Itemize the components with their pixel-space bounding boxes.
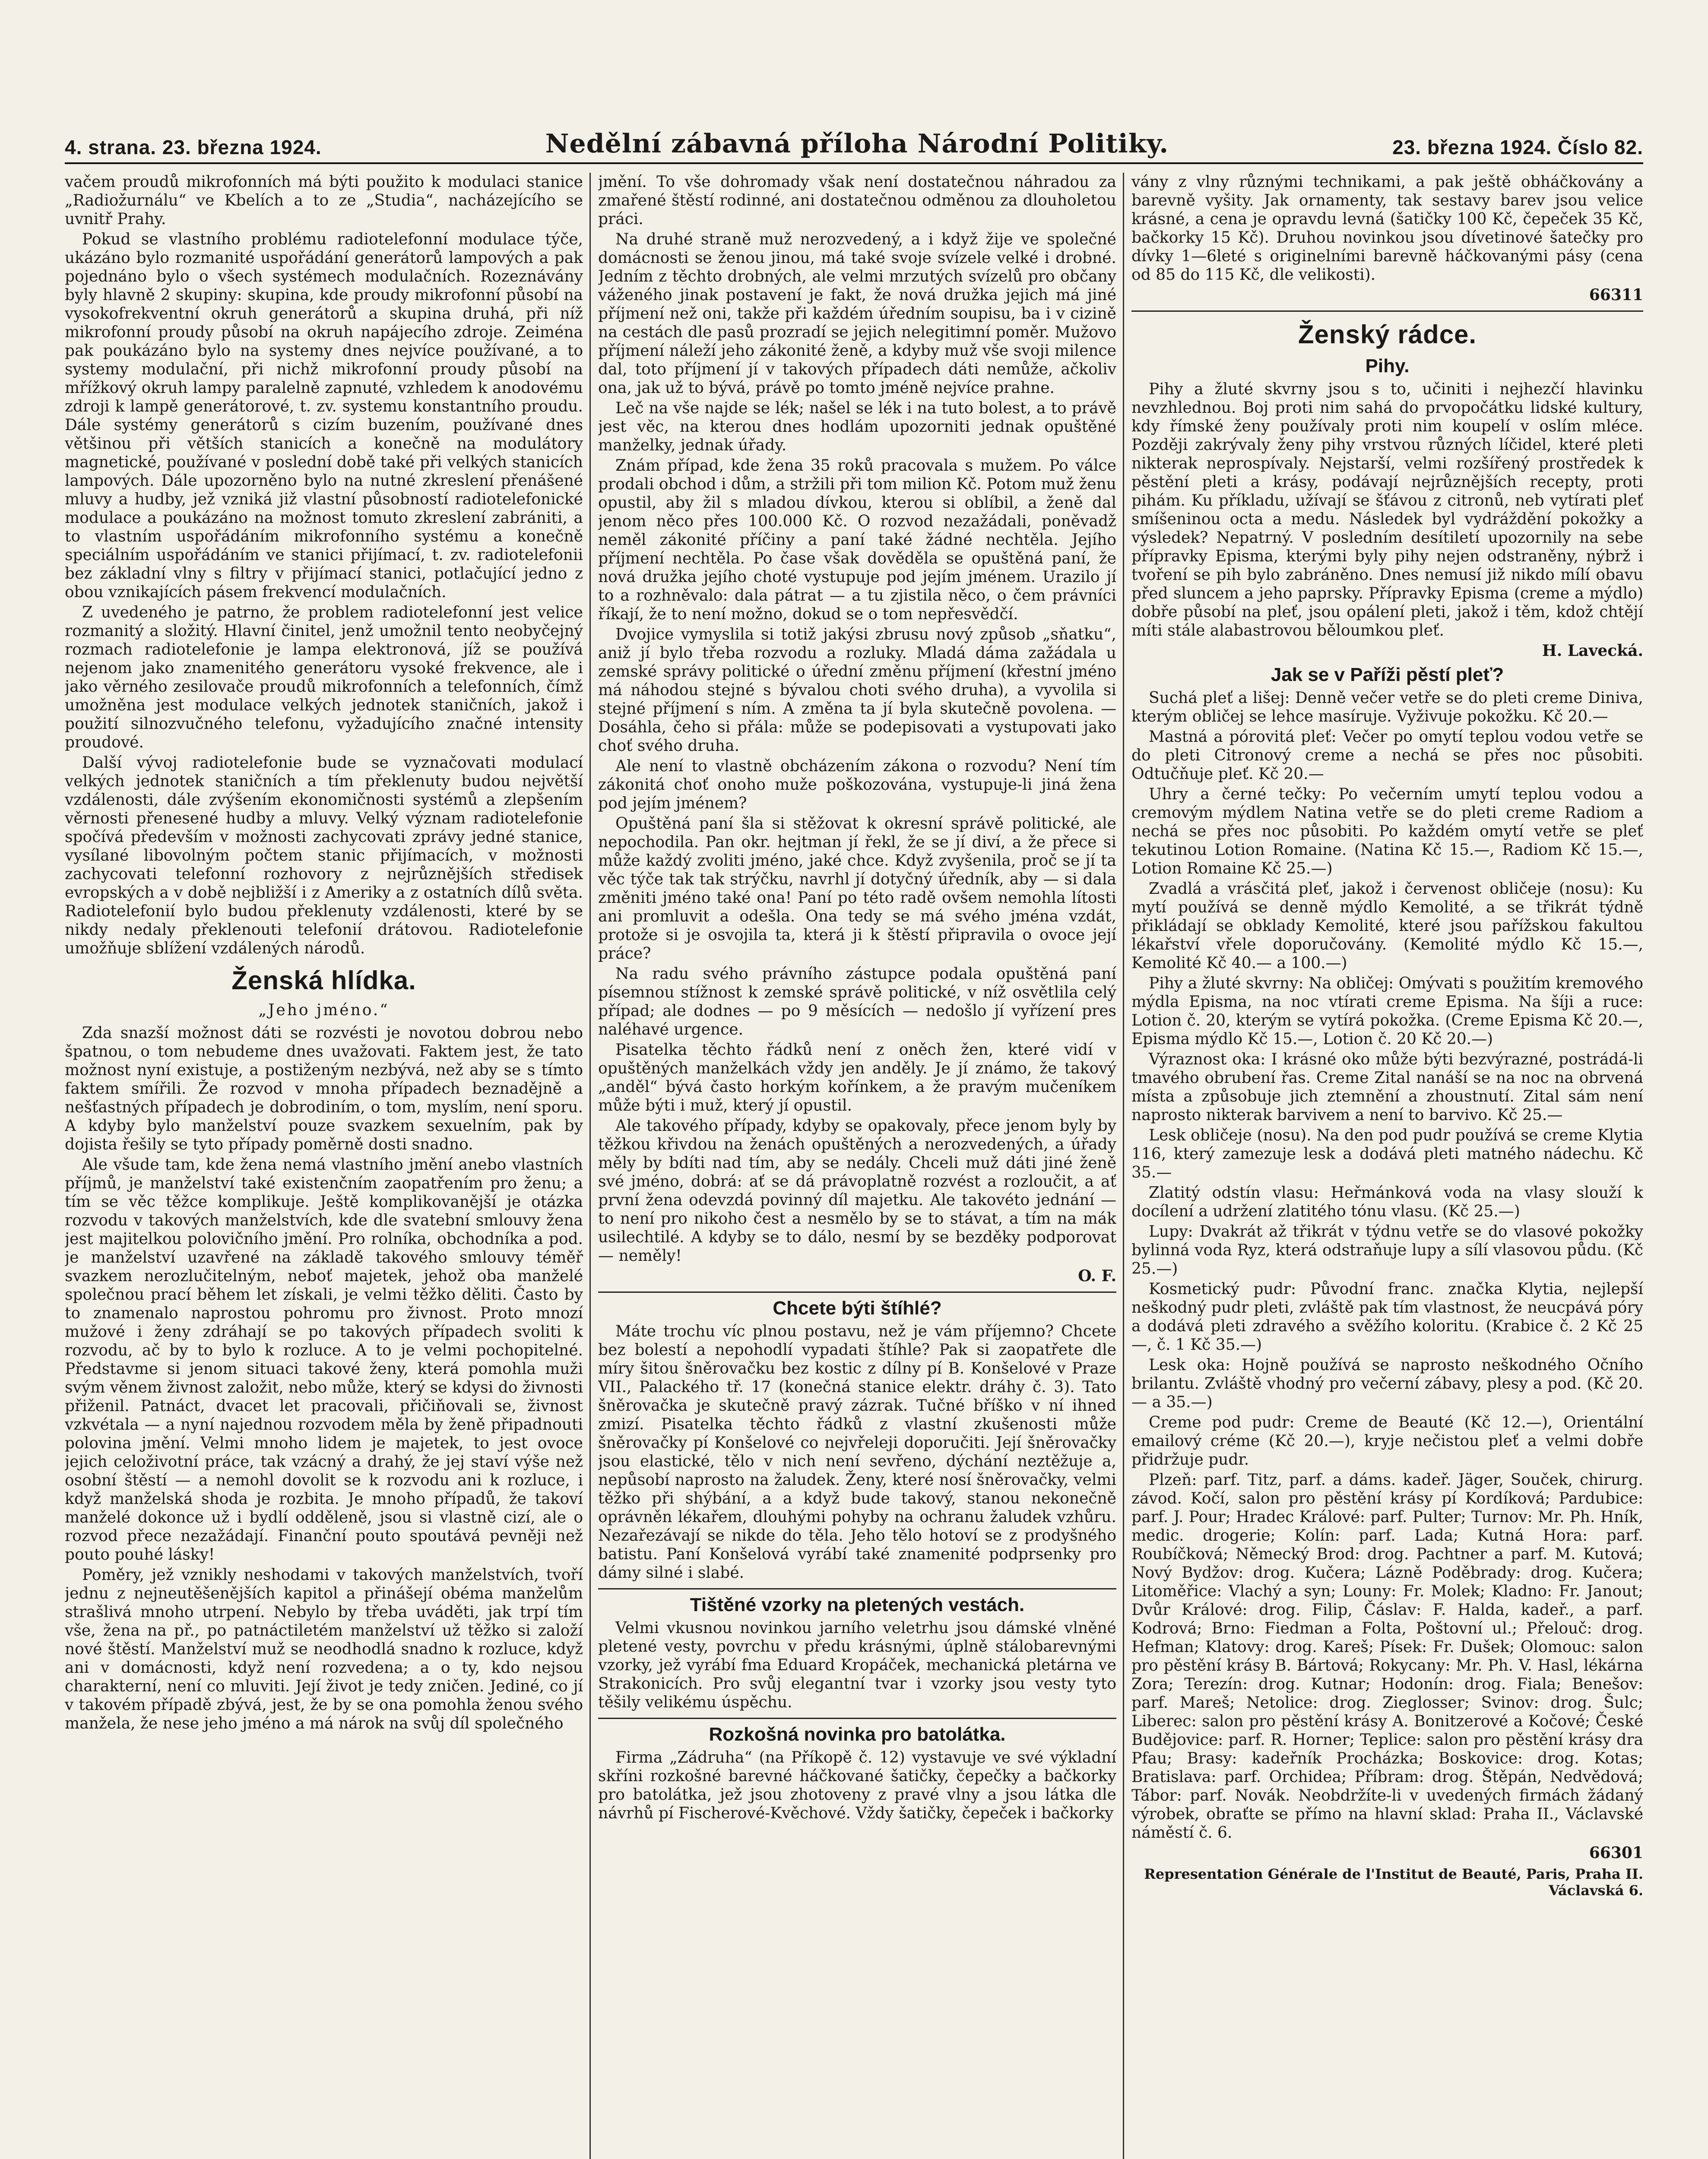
paragraph: Lesk oka: Hojně používá se naprosto neškodného Očního brilantu. Zvláště vhodný pro večerní zábavy, plesy a pod. (Kč 20.— a 35.—) [1131, 1356, 1643, 1411]
column-divider [589, 173, 591, 2159]
article-divider [1131, 310, 1643, 312]
article-heading-tistene: Tištěné vzorky na pletených vestách. [690, 1594, 1025, 1615]
paragraph: Firma „Zádruha“ (na Příkopě č. 12) vystavuje ve své výkladní skříni rozkošné barevné háčkované šatičky, čepečky a bačkorky pro batolátka, jež jsou zhotoveny z pravé vlny a jsou látka dle návrhů pí Fischerové-Kvěchové. Vždy šatičky, čepeček i bačkorky [598, 1749, 1116, 1822]
paragraph: Výraznost oka: I krásné oko může býti bezvýrazné, postrádá-li tmavého obrubení řas. Creme Zital nanáší se na noc na obrvená místa a způsobuje jich ztemnění a zhoustnutí. Zital sám není naprosto nikterak barvivem a není to barvivo. Kč 25.— [1131, 1051, 1643, 1124]
section-heading-zensky-radce: Ženský rádce. [1298, 320, 1477, 349]
paragraph: Pihy a žluté skvrny: Na obličej: Omývati s použitím kremového mýdla Episma, na noc vtírati creme Episma. Na šíji a ruce: Lotion č. 20, kterým se vytírá pokožka. (Creme Episma Kč 20.—, Episma mýdlo Kč 15.—, Lotion č. 20 Kč 20.—) [1131, 975, 1643, 1048]
paragraph: Na druhé straně muž nerozvedený, a i když žije ve společné domácnosti se ženou jinou, má také svoje svízele velké i drobné. Jedním z těchto drobných, ale velmi mrzutých svízelů pro občany váženého jinak postavení je fakt, že nová družka jejich má jiné příjmení než oni, takže při každém úředním soupisu, ba i v cizině na cestách dle pasů prozradí se jejich nelegitimní poměr. Mužovo příjmení náleží jeho zákonité ženě, a kdyby muž vše svoji milence dal, toto příjmení jí v takových případech dáti nemůže, ačkoliv ona, jak už to bývá, právě po tomto jméně nejvíce prahne. [598, 231, 1116, 397]
column-2 [598, 173, 1116, 2159]
paragraph: Ale takového případy, kdyby se opakovaly, přece jenom byly by těžkou křivdou na ženách opuštěných a nerozvedených, a úřady měly by bdíti nad tím, aby se nedály. Chceli muž dáti jiné ženě své jméno, dobrá: ať se dá právoplatně rozvést a rozloučit, a ať první žena odevzdá povinný díl majetku. Ale takovéto jednání — to není pro nikoho čest a nesmělo by se to stávat, a tím na mák usilechtilé. A kdyby se to dálo, nesmí by se bezděky podporovat — neměly! [598, 1117, 1116, 1265]
paragraph: Lupy: Dvakrát až třikrát v týdnu vetře se do vlasové pokožky bylinná voda Ryz, která odstraňuje lupy a sílí vlasovou půdu. (Kč 25.—) [1131, 1223, 1643, 1278]
paragraph: Zda snazší možnost dáti se rozvésti je novotou dobrou nebo špatnou, o tom nebudeme dnes uvažovati. Faktem jest, že tato možnost nyní existuje, a postiženým nezbývá, než aby se s tímto faktem smířili. Že rozvod v mnoha případech beznadějně a nešťastných případech je dobrodiním, o tom, myslím, není sporu. A kdyby bylo manželství pouze svazkem sexuelním, pak by dojista řešily se tyto případy poměrně dosti snadno. [65, 1024, 583, 1153]
paragraph: Lesk obličeje (nosu). Na den pod pudr používá se creme Klytia 116, který zamezuje lesk a dodává pleti matného nádechu. Kč 35.— [1131, 1127, 1643, 1181]
article-heading-chcete: Chcete býti štíhlé? [773, 1298, 942, 1319]
header-left: 4. strana. 23. března 1924. [65, 136, 322, 158]
article-divider [598, 1292, 1116, 1293]
paragraph: Pisatelka těchto řádků není z oněch žen, které vidí v opuštěných manželkách vždy jen anděly. Je jí známo, že takový „anděl“ bývá často horkým kořínkem, a že pravým mučeníkem může býti i muž, který jí opustil. [598, 1041, 1116, 1114]
paragraph: Plzeň: parf. Titz, parf. a dáms. kadeř. Jäger, Souček, chirurg. závod. Kočí, salon pro pěstění krásy pí Kordíková; Pardubice: parf. J. Pour; Hradec Králové: parf. Pulter; Turnov: Mr. Ph. Hník, medic. drogerie; Kolín: parf. Lada; Kutná Hora: parf. Roubíčková; Německý Brod: drog. Pachtner a parf. M. Kutová; Nový Bydžov: drog. Kučera; Lázně Poděbrady: drog. Kučera; Litoměřice: Vlachý a syn; Louny: Fr. Molek; Kladno: Fr. Janout; Dvůr Králové: drog. Filip, Čáslav: F. Halda, kadeř., a parf. Kodrová; Brno: Fiedman a Folta, Poštovní ul.; Přelouč: drog. Hefman; Klatovy: drog. Kareš; Písek: Fr. Dušek; Olomouc: salon pro pěstění krásy B. Bártová; Rokycany: Mr. Ph. V. Hasl, lékárna Zora; Terezín: drog. Kutnar; Hodonín: drog. Fiala; Benešov: parf. Mareš; Netolice: drog. Zieglosser; Svinov: drog. Šulc; Liberec: salon pro pěstění krásy A. Bonitzerové a Kočové; České Budějovice: parf. R. Horner; Teplice: salon pro pěstění krásy dra Pfau; Brasy: kadeřník Procházka; Boskovice: drog. Kotas; Bratislava: parf. Orchidea; Příbram: drog. Štěpán, Nedvědová; Tábor: parf. Novák. Neobdržíte-li v uvedených firmách žádaný výrobek, obraťte se přímo na hlavní sklad: Praha II., Václavské náměstí č. 6. [1131, 1471, 1643, 1842]
paragraph: Ale všude tam, kde žena nemá vlastního jmění anebo vlastních příjmů, je manželství také existenčním zaopatřením pro ženu; a tím se věc těžce komplikuje. Ještě komplikovanější je otázka rozvodu v takových manželstvích, kde dle svatební smlouvy žena jest majitelkou polovičního jmění. Pro rolníka, obchodníka a pod. je manželství uzavřené na základě takového smlouvy téměř svazkem nerozlučitelným, neboť majetek, jehož oba manželé společnou prací během let získali, je velmi těžko děliti. Často by to znamenalo naprostou pohromu pro živnost. Proto mnozí mužové i ženy zdráhají se po takových případech svoliti k rozvodu, ač by to bylo k rozluce. A to je velmi pochopitelné. Představme si jenom situaci takové ženy, která pomohla muži svým věnem živnost založit, nebo může, který se kdysi do živnosti přiženil. Patnáct, dvacet let pracovali, přičiňovali se, živnost vzkvétala — a nyní najednou rozvodem měla by ženě připadnouti polovina jmění. Velmi mnoho lidem je majetek, to jest ovoce jejich celoživotní práce, tak vzácný a drahý, že jej staví výše než osobní štěstí — a nemohl dovolit se k rozvodu ani k rozluce, i když manželská shoda je rozbita. Je mnoho případů, že takoví manželé dokonce už i bydlí odděleně, jsou si vlastně cizí, ale o rozvod přece nezažádají. Finanční pouto spoutává pevněji než pouto pouhé lásky! [65, 1156, 583, 1564]
column-divider [1123, 173, 1124, 2159]
header-title: Nedělní zábavná příloha Národní Politiky. [545, 129, 1169, 159]
paragraph: Máte trochu víc plnou postavu, než je vám příjemno? Chcete bez bolestí a nepohodlí vypadati štíhle? Pak si zaopatřete dle míry šitou šněrovačku bez kostic z dílny pí B. Konšelové v Praze VII., Palackého tř. 17 (konečná stanice elektr. dráhy č. 3). Tato šněrovačka je skutečně pravý zázrak. Tučné bříško v ní ihned zmizí. Pisatelka těchto řádků z vlastní zkušenosti může šněrovačky pí Konšelové co nejvřeleji doporučiti. Její šněrovačky jsou elastické, tělo v nich není sevřeno, dýchání neztěžuje a, nepůsobí naprosto na žaludek. Ženy, které nosí šněrovačky, velmi těžko při shýbání, a a když bude takový, stanou nekonečně oprávněn lékařem, dlouhými pohyby na ochranu žaludek vzhůru. Nezařezávají se nikde do těla. Jeho tělo hotoví se z prodyšného batistu. Paní Konšelová vyrábí také znamenité podprsenky pro dámy silné i slabé. [598, 1323, 1116, 1582]
page-header [65, 130, 1643, 164]
paragraph: Zvadlá a vrásčitá pleť, jakož i červenost obličeje (nosu): Ku mytí používá se denně mýdlo Kemolité, a se třikrát týdně přikládají se obklady Kemolité, které jsou pařížskou fakultou lékařství vřele doporučovány. (Kemolité mýdlo Kč 15.—, Kemolité Kč 40.— a 100.—) [1131, 880, 1643, 972]
ad-number: 66311 [1589, 286, 1643, 304]
paragraph: Z uvedeného je patrno, že problem radiotelefonní jest velice rozmanitý a složitý. Hlavní činitel, jenž umožnil tento neobyčejný rozmach radiotelefonie je lampa elektronová, jíž se používá nejenom jako znamenitého generátoru vysoké frekvence, ale i jako věrného zesilovače proudů mikrofonních a telefonních, čímž umožněna jest modulace velkých jednotek staničních, jakož i použití silnozvučného telefonu, vyžadujícího značné intensity proudové. [65, 604, 583, 751]
paragraph: Pokud se vlastního problému radiotelefonní modulace týče, ukázáno bylo rozmanité uspořádání generátorů lampových a pak pojednáno bylo o všech systémech modulačních. Rozeznávány byly hlavně 2 skupiny: skupina, kde proudy mikrofonní působí na vysokofrekventní okruh generátorů a skupina druhá, při níž mikrofonní proudy působí na okruh napájecího zdroje. Zeiména pak poukázáno bylo na systemy dnes nejvíce používané, a to systemy modulační, při nichž mikrofonní proudy působí na mřížkový okruh lampy paralelně zapnuté, vzhledem k anodovému zdroji k lampě generátorové, t. zv. systemu konstantního proudu. Dále systémy generátorů s cizím buzením, používané dnes většinou při větších stanicích a konečně na modulátory magnetické, používané v poslední době také při velkých stanicích lampových. Dále upozorněno bylo na nutné zkreslení přenášené mluvy a hudby, jež vzniká již vlastní působností radiotelefonické modulace a poukázáno na možnost tomuto zkreslení zabrániti, a to vlastním uspořádáním mikrofonního systému a konečně speciálním uspořádáním ve stanici přijímací, t. zv. radiotelefonii bez základní vlny s filtry v přijímací stanici, potlačující jedno z obou vznikajících pásem frekvencí modulačních. [65, 231, 583, 601]
paragraph: Creme pod pudr: Creme de Beauté (Kč 12.—), Orientální emailový créme (Kč 20.—), kryje nečistou pleť a velmi dobře přidržuje pudr. [1131, 1414, 1643, 1469]
paragraph: Pihy a žluté skvrny jsou s to, učiniti i nejhezčí hlavinku nevzhlednou. Boj proti nim sahá do prvopočátku lidské kultury, kdy římské ženy používaly proti nim koupelí v oslím mléce. Později zakrývaly ženy pihy vrstvou různých líčidel, které pleti nikterak neprospívaly. Nejstarší, velmi rozšířený prostředek k pěstění pleti a krásy, podávají nejrůznějších recepty, proti pihám. Ku příkladu, užívají se šťávou z citronů, neb vytírati pleť smíšeninou octa a medu. Následek byl vydráždění pokožky a výsledek? Nepatrný. V posledním desítiletí upozornily na sebe přípravky Episma, kterými byly pihy nejen odstraněny, nýbrž i tvoření se pih bylo zabráněno. Dnes nemusí již nikdo mílí obavu před sluncem a jeho paprsky. Přípravky Episma (creme a mýdlo) dobře působí na pleť, jsou opálení pleti, jakož i těm, kdož chtějí míti stále alabastrovou běloumkou pleť. [1131, 380, 1643, 639]
paragraph: jmění. To vše dohromady však není dostatečnou náhradou za zmařené štěstí rodinné, ani dostatečnou odměnou za dlouholetou práci. [598, 173, 1116, 228]
paragraph: Uhry a černé tečky: Po večerním umytí teplou vodou a cremovým mýdlem Natina vetře se do pleti creme Radiom a nechá se přes noc působiti. Po každém omytí vetře se pleť tekutinou Lotion Romaine. (Natina Kč 15.—, Radiom Kč 15.—, Lotion Romaine Kč 25.—) [1131, 785, 1643, 877]
paragraph: Zlatitý odstín vlasu: Heřmánková voda na vlasy slouží k docílení a udržení zlatitého tónu vlasu. (Kč 25.—) [1131, 1184, 1643, 1220]
paragraph: Kosmetický pudr: Původní franc. značka Klytia, nejlepší neškodný pudr pleti, zvláště pak tím vlastnost, že neucpává póry a dodává pleti zdravého a svěžího koloritu. (Krabice č. 2 Kč 25 —, č. 1 Kč 35.—) [1131, 1280, 1643, 1354]
paragraph: Poměry, jež vznikly neshodami v takových manželstvích, tvoří jednu z nejneutěšenějších kapitol a přinášejí obéma manželům strašlivá mnoho utrpení. Nebylo by třeba uváděti, jak trpí tím vše, žena na př., po patnáctiletém manželství už těžko si založí nové štěstí. Manželství muž se neodhodlá snadno k rozluce, když ani v domácnosti, když není rozvedena; a o ty, kdo nejsou charakterní, není co mluviti. Její život je tedy zničen. Jediné, co jí v takovém případě zbývá, jest, že by se ona pomohla ženou svého manžela, že nese jeho jméno a má nárok na svůj díl společného [65, 1566, 583, 1732]
paragraph: Na radu svého právního zástupce podala opuštěná paní písemnou stížnost k zemské správě politické, v níž osvětlila celý případ; ale dodnes — po 9 měsících — nedošlo jí vyřízení pres naléhavé urgence. [598, 965, 1116, 1038]
article-heading-rozkosna: Rozkošná novinka pro batolátka. [709, 1724, 1006, 1745]
header-right: 23. března 1924. Číslo 82. [1392, 136, 1643, 158]
ad-number: 66301 [1589, 1844, 1643, 1862]
paragraph: Znám případ, kde žena 35 roků pracovala s mužem. Po válce prodali obchod i dům, a stržili při tom milion Kč. Potom muž ženu opustil, aby žil s mladou dívkou, kterou si oblíbil, a ženě dal jenom něco přes 100.000 Kč. O rozvod nezažádali, poněvadž neměl zákonité příčiny a paní také žádné nechtěla. Jejího příjmení nechtěla. Po čase však dověděla se opuštěná paní, že nová družka jejího choté vystupuje pod jejím jménem. Urazilo jí to a rozhněvalo: dala pátrat — a tu zjistila něco, o čem právníci říkají, že to není možno, dokud se o tom nepřesvědčí. [598, 457, 1116, 623]
paragraph: Opuštěná paní šla si stěžovat k okresní správě politické, ale nepochodila. Pan okr. hejtman jí řekl, že se jí diví, a že přece si může každý zvoliti jméno, jaké chce. Když zvyšenila, proč se jí ta věc týče tak tak strýčku, navrhl jí dotyčný úředník, aby — si dala změniti jméno také ona! Paní po této radě ovšem nemohla lítosti ani promluvit a odešla. Ona tedy se má svého jména vzdát, protože si je osvojila ta, která ji k štěstí připravila o ovoce její práce? [598, 815, 1116, 962]
paragraph: Suchá pleť a lišej: Denně večer vetře se do pleti creme Diniva, kterým obličej se lehce masíruje. Vyživuje pokožku. Kč 20.— [1131, 689, 1643, 725]
article-subtitle: „Jeho jméno.“ [258, 1001, 390, 1019]
article-signature: O. F. [1078, 1267, 1116, 1285]
article-divider [598, 1718, 1116, 1719]
column-1 [65, 173, 583, 2159]
section-heading-zenska-hlidka: Ženská hlídka. [231, 966, 416, 995]
column-3 [1131, 173, 1643, 2159]
article-heading-pariz: Jak se v Paříži pěstí pleť? [1271, 664, 1504, 685]
paragraph: Další vývoj radiotelefonie bude se vyznačovati modulací velkých jednotek staničních a tím překlenuty budou největší vzdálenosti, dále zvýšením ekonomičnosti systémů a zlepšením věrnosti přenesené hudby a mluvy. Velký význam radiotelefonie spočívá především v možnosti zachycovati zprávy jedné stanice, vysílané libovolným počtem stanic přijímacích, v možnosti zachycovati telefonní rozhovory z nejrůznějších středisek evropských a v době nejbližší i z Ameriky a z ostatních dílů světa. Radiotelefonií bylo budou překlenuty vzdálenosti, které by se nikdy nedaly překlenouti telefonií drátovou. Radiotelefonie umožňuje sblížení vzdálených národů. [65, 754, 583, 957]
paragraph: Leč na vše najde se lék; našel se lék i na tuto bolest, a to právě jest věc, na kterou dnes hodlám upozorniti jednak opuštěné manželky, jednak úřady. [598, 399, 1116, 454]
paragraph: Mastná a pórovitá pleť: Večer po omytí teplou vodou vetře se do pleti Citronový creme a nechá se přes noc působiti. Odtučňuje pleť. Kč 20.— [1131, 728, 1643, 783]
representation-stamp: Representation Générale de l'Institut de Beauté, Paris, Praha II. Václavská 6. [1144, 1866, 1643, 1899]
paragraph: Dvojice vymyslila si totiž jakýsi zbrusu nový způsob „sňatku“, aniž jí bylo třeba rozvodu a rozluky. Mladá dáma zažádala u zemské správy politické o úřední změnu příjmení (křestní jméno má náhodou stejné s bývalou choti svého druha), a vyvolila si stejné příjmení s ním. A změna ta jí byla skutečně povolena. — Dosáhla, čeho si přála: může se podepisovati a vystupovati jako choť svého druha. [598, 626, 1116, 755]
paragraph: Ale není to vlastně obcházením zákona o rozvodu? Není tím zákonitá choť onoho muže poškozována, vystupuje-li jiná žena pod jejím jménem? [598, 757, 1116, 812]
article-heading-pihy: Pihy. [1365, 355, 1410, 377]
paragraph: vány z vlny různými technikami, a pak ještě obháčkovány a barevně vyšity. Jak ornamenty, tak sestavy barev jsou velice krásné, a cena je opravdu levná (šatičky 100 Kč, čepeček 35 Kč, bačkorky 15 Kč). Druhou novinkou jsou dívetinové šatečky pro dívky 1—6leté s originelními barevně háčkovanými pásy (cena od 85 do 115 Kč, dle velikosti). [1131, 173, 1643, 284]
paragraph: Velmi vkusnou novinkou jarního veletrhu jsou dámské vlněné pletené vesty, povrchu v předu krásnými, úplně stálobarevnými vzorky, jež vyrábí fma Eduard Kropáček, mechanická pletárna ve Strakonicích. Pro svůj elegantní tvar i vzorky jsou vesty tyto těšily velikému úspěchu. [598, 1619, 1116, 1711]
article-divider [598, 1588, 1116, 1589]
newspaper-page [65, 130, 1643, 2159]
paragraph: vačem proudů mikrofonních má býti použito k modulaci stanice „Radiožurnálu“ ve Kbelích a to ze „Studia“, nacházejícího se uvnitř Prahy. [65, 173, 583, 228]
article-signature: H. Lavecká. [1542, 642, 1643, 660]
